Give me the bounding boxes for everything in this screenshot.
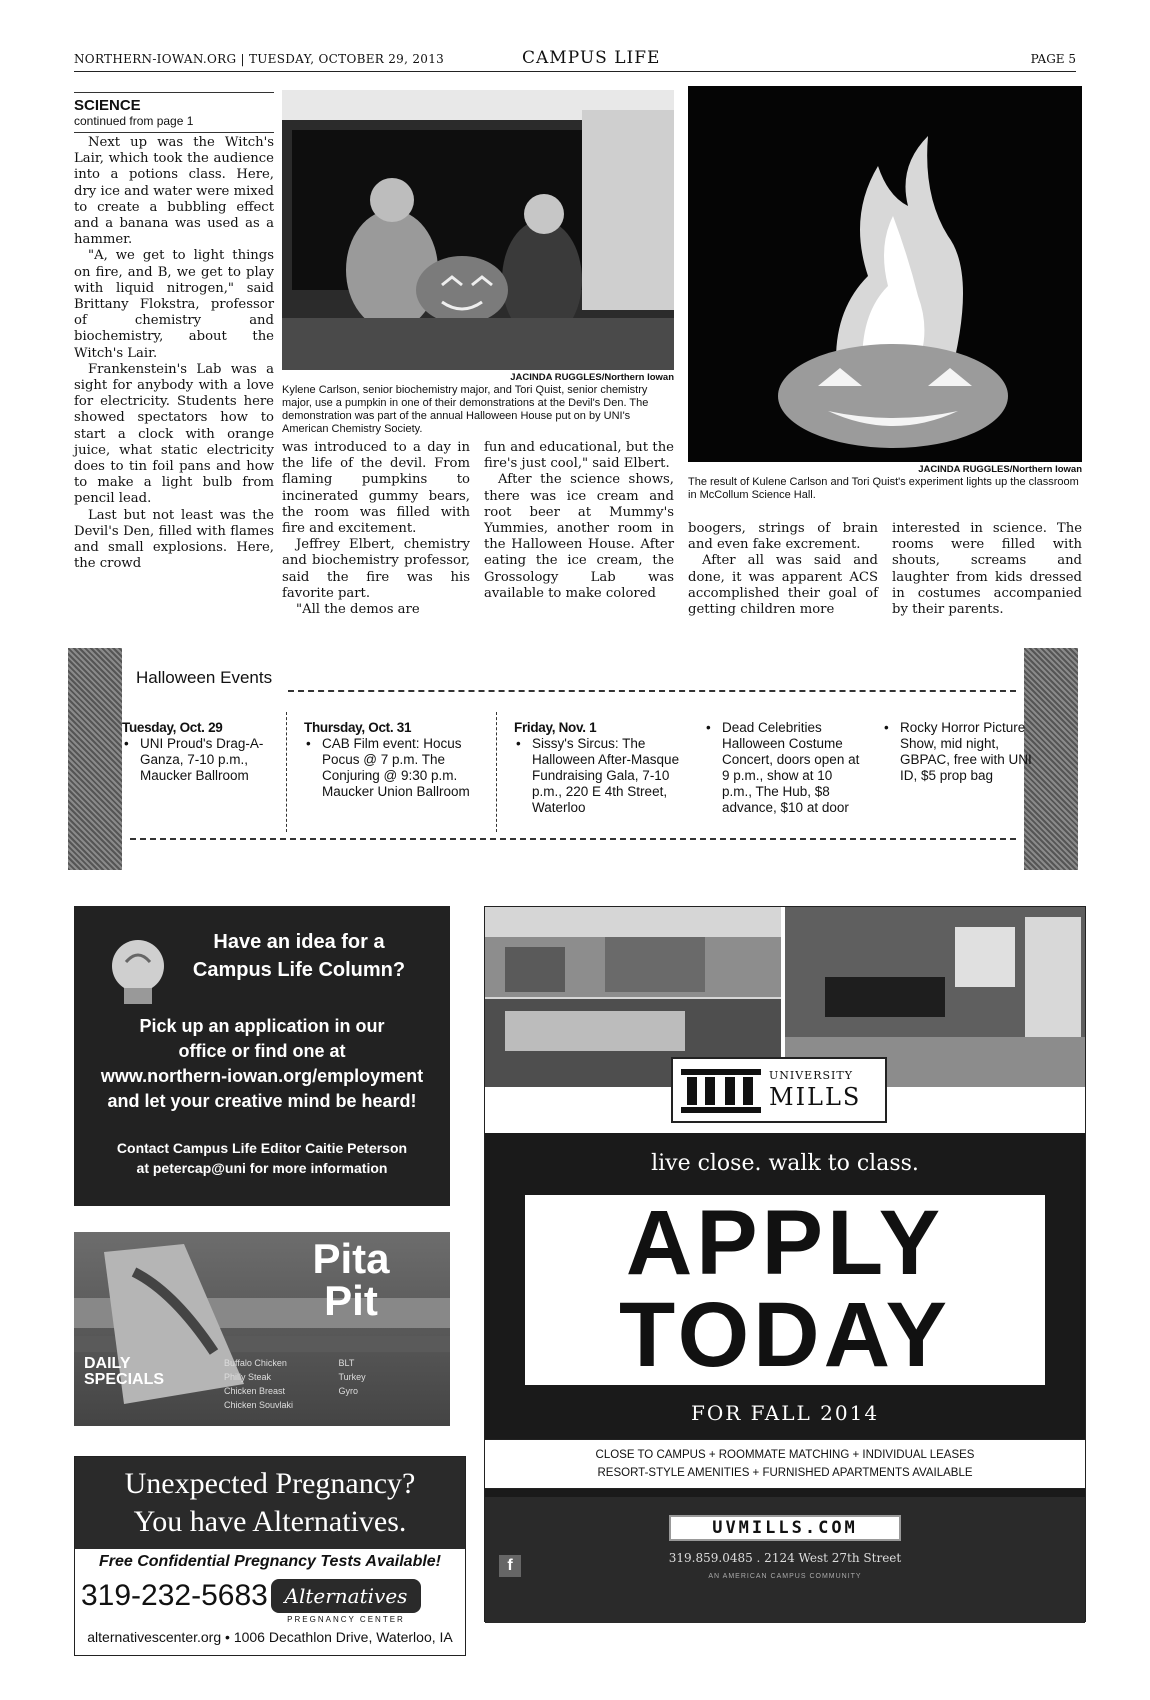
pita-brand-2: Pit	[324, 1277, 378, 1324]
fall-text: FOR FALL 2014	[690, 1401, 880, 1425]
event-item: • UNI Proud's Drag-A-Ganza, 7-10 p.m., Maucker Ballroom	[122, 736, 282, 784]
preg-logo: Alternatives	[271, 1579, 421, 1613]
menu-item: Buffalo Chicken	[224, 1358, 287, 1368]
ad-headline-1: Have an idea for a	[213, 931, 385, 953]
halloween-events-box	[68, 648, 1078, 870]
paragraph: Next up was the Witch's Lair, which took the audience into a potions class. Here, dry ice and water were mixed to create a bubbling effect and a banana was used as a hammer.	[74, 135, 274, 248]
article-column-5	[892, 521, 1082, 618]
photo-caption: Kylene Carlson, senior biochemistry major, and Tori Quist, senior chemistry major, use a pumpkin in one of their demonstrations at the Devil's Den. The demonstration was part of the annual Halloween House put on by UNI's American Chemistry Society.	[282, 384, 649, 435]
pita-pit-ad	[74, 1232, 450, 1426]
paragraph: "A, we get to light things on fire, and B, we get to play with liquid nitrogen," said Brittany Flokstra, professor of chemistry and biochemistry, about the Witch's Lair.	[74, 248, 274, 361]
logo-bottom-text: MILLS	[769, 1083, 862, 1111]
menu-item: BLT	[338, 1358, 355, 1368]
preg-phone[interactable]: 319-232-5683	[81, 1579, 268, 1612]
events-title: Halloween Events	[136, 668, 273, 687]
page-number: PAGE 5	[1030, 52, 1076, 66]
event-item: • Dead Celebrities Halloween Costume Concert, doors open at 9 p.m., show at 10 p.m., The Hub, $8 advance, $10 at door	[704, 720, 864, 816]
paragraph: boogers, strings of brain and even fake excrement.	[688, 521, 878, 553]
event-date: Thursday, Oct. 31	[304, 720, 412, 735]
menu-item: Turkey	[338, 1372, 366, 1382]
event-day-tuesday	[122, 720, 282, 784]
ad-body-1: Pick up an application in our	[139, 1016, 385, 1036]
ad-contact-1: Contact Campus Life Editor Caitie Peterson	[116, 1140, 408, 1156]
article-continued: continued from page 1	[74, 114, 274, 133]
today-text: TODAY	[619, 1284, 951, 1386]
preg-headline-1: Unexpected Pregnancy?	[124, 1467, 416, 1500]
preg-website[interactable]: alternativescenter.org	[87, 1629, 222, 1645]
events-top-divider	[288, 690, 1016, 692]
event-item: • CAB Film event: Hocus Pocus @ 7 p.m. The Conjuring @ 9:30 p.m. Maucker Union Ballroom	[304, 736, 484, 800]
ad-url[interactable]: www.northern-iowan.org/employment	[100, 1066, 424, 1086]
events-column-divider	[286, 712, 287, 832]
paragraph: was introduced to a day in the life of the devil. From flaming pumpkins to incinerated gummy bears, the room was filled with fire and excitement.	[282, 440, 470, 537]
daily-specials-2: SPECIALS	[84, 1371, 165, 1388]
menu-item: Philly Steak	[224, 1372, 272, 1382]
paragraph: interested in science. The rooms were filled with shouts, screams and laughter from kids dressed in costumes accompanied by their parents.	[892, 521, 1082, 618]
daily-specials-1: DAILY	[84, 1355, 131, 1372]
university-mills-logo	[671, 1057, 887, 1123]
article-column-1	[74, 135, 274, 572]
event-day-thursday	[304, 720, 484, 800]
event-date: Tuesday, Oct. 29	[122, 720, 223, 735]
paragraph: After the science shows, there was ice cream and root beer at Mummy's Yummies, another room in the Halloween House. After eating the ice cream, the Grossology Lab was available to make colored	[484, 472, 674, 601]
article-column-4	[688, 521, 878, 618]
ad-slogan: live close. walk to class.	[651, 1151, 919, 1176]
columns-icon	[681, 1069, 761, 1113]
paragraph: After all was said and done, it was apparent ACS accomplished their goal of getting children more	[688, 553, 878, 618]
features-panel	[485, 1439, 1085, 1489]
paragraph: "All the demos are	[296, 602, 420, 618]
alternatives-pregnancy-ad	[74, 1456, 466, 1656]
menu-item: Chicken Souvlaki	[224, 1400, 294, 1410]
website-button[interactable]: UVMILLS.COM	[669, 1515, 901, 1541]
article-title: SCIENCE	[74, 97, 141, 114]
pumpkin-photo-illustration	[688, 86, 1082, 462]
event-item: • Sissy's Sircus: The Halloween After-Masque Fundraising Gala, 7-10 p.m., 220 E 4th Street, Waterloo	[514, 736, 694, 816]
paragraph: fun and educational, but the fire's just cool," said Elbert.	[484, 440, 674, 472]
apply-panel	[525, 1192, 1045, 1386]
preg-tagline: Free Confidential Pregnancy Tests Available!	[98, 1553, 442, 1570]
facebook-icon[interactable]: f	[499, 1555, 521, 1577]
paragraph: Jeffrey Elbert, chemistry and biochemistry professor, said the fire was his favorite part.	[282, 537, 470, 601]
article-column-2	[282, 440, 470, 618]
preg-address: 1006 Decathlon Drive, Waterloo, IA	[233, 1629, 453, 1645]
pita-brand-1: Pita	[312, 1235, 390, 1282]
paragraph: Last but not least was the Devil's Den, filled with flames and small explosions. Here, the crowd	[74, 507, 274, 572]
lab-photo-illustration	[282, 90, 674, 370]
features-line-1: CLOSE TO CAMPUS + ROOMMATE MATCHING + INDIVIDUAL LEASES	[595, 1449, 975, 1461]
header-dateline: NORTHERN-IOWAN.ORG | TUESDAY, OCTOBER 29, 2013	[74, 52, 445, 66]
events-bottom-divider	[130, 838, 1016, 840]
menu-item: Gyro	[338, 1386, 359, 1396]
pita-menu	[224, 1356, 444, 1412]
page-header	[74, 48, 1076, 72]
section-name: CAMPUS LIFE	[522, 48, 661, 68]
photo-credit: JACINDA RUGGLES/Northern Iowan	[918, 464, 1082, 475]
events-column-divider	[496, 712, 497, 832]
event-dead-celebrities	[704, 720, 864, 816]
preg-headline-2: You have Alternatives.	[133, 1505, 407, 1538]
features-line-2: RESORT-STYLE AMENITIES + FURNISHED APARTMENTS AVAILABLE	[597, 1467, 973, 1479]
article-head	[74, 92, 274, 133]
article-column-3	[484, 440, 674, 602]
preg-bullet: •	[225, 1629, 230, 1645]
photo-lab-demonstration	[282, 90, 674, 370]
campus-life-column-ad	[74, 906, 450, 1206]
preg-footer	[75, 1629, 465, 1645]
paragraph: Frankenstein's Lab was a sight for anybody with a love for electricity. Students here showed spectators how to start a clock with orange juice, what static electricity does to tin foil pans and how to make a light bulb from pencil lead.	[74, 361, 274, 507]
photo-credit: JACINDA RUGGLES/Northern Iowan	[510, 372, 674, 383]
university-mills-ad	[484, 906, 1086, 1622]
events-left-border	[68, 648, 122, 870]
event-rocky-horror	[882, 720, 1032, 784]
photo-flaming-pumpkin	[688, 86, 1082, 462]
ad-body-2: office or find one at	[178, 1041, 346, 1061]
photo-caption: The result of Kulene Carlson and Tori Quist's experiment lights up the classroom in McCollum Science Hall.	[688, 476, 1079, 501]
logo-top-text: UNIVERSITY	[769, 1069, 853, 1082]
event-item: • Rocky Horror Picture Show, mid night, GBPAC, free with UNI ID, $5 prop bag	[882, 720, 1032, 784]
event-day-friday	[514, 720, 694, 816]
ad-headline-2: Campus Life Column?	[192, 959, 406, 981]
menu-item: Chicken Breast	[224, 1386, 286, 1396]
events-right-border	[1024, 648, 1078, 870]
apply-text: APPLY	[625, 1192, 945, 1294]
event-date: Friday, Nov. 1	[514, 720, 597, 735]
acc-text: AN AMERICAN CAMPUS COMMUNITY	[708, 1573, 862, 1580]
contact-info: 319.859.0485 . 2124 West 27th Street	[668, 1551, 902, 1565]
ad-body-3: and let your creative mind be heard!	[107, 1091, 417, 1111]
ad-contact-2: at petercap@uni for more information	[136, 1160, 388, 1176]
preg-center: PREGNANCY CENTER	[287, 1615, 405, 1624]
